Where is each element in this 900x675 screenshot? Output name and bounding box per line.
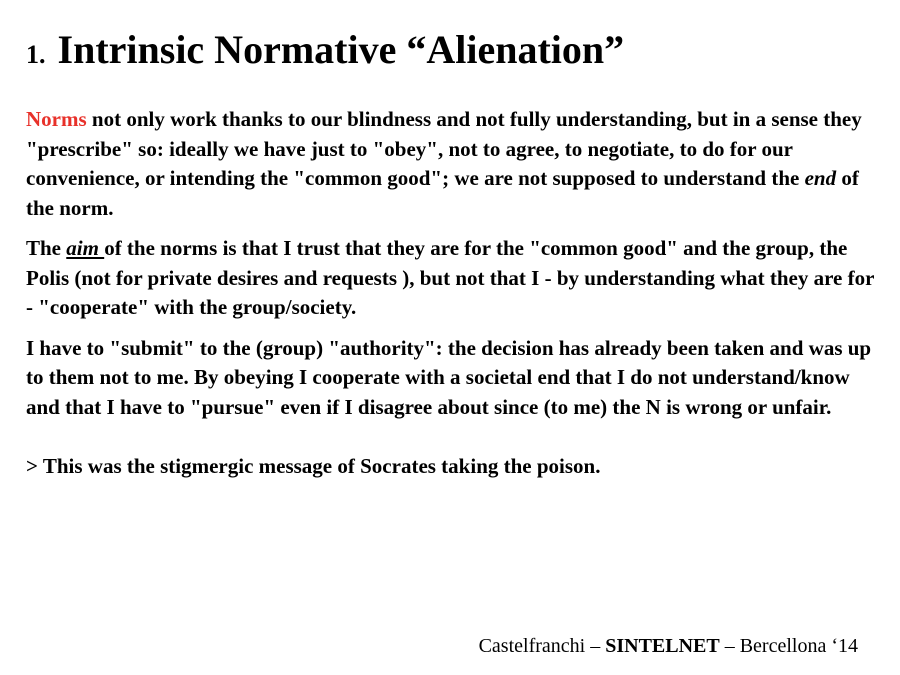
paragraph-norms	[26, 105, 876, 223]
end-emphasis: end	[804, 166, 837, 190]
footer-place: – Bercellona ‘14	[719, 635, 858, 657]
paragraph-norms-text-b: of the norm.	[26, 166, 859, 220]
norms-highlight: Norms	[26, 107, 87, 131]
paragraph-aim-text-a: The	[26, 236, 67, 260]
slide-title	[26, 26, 624, 79]
paragraph-norms-text-a: not only work thanks to our blindness and not fully understanding, but in a sense they "prescribe" so: ideally we have just to "obey", not to agree, to negotiate, to do for our convenience, or intending the "common good"; we are not supposed to understand the	[26, 107, 862, 190]
slide-body	[26, 105, 876, 493]
footer-project: SINTELNET	[605, 635, 720, 657]
title-number: 1.	[26, 40, 46, 69]
paragraph-socrates: > This was the stigmergic message of Socrates taking the poison.	[26, 454, 601, 478]
slide-footer	[479, 633, 858, 659]
footer-author: Castelfranchi –	[478, 635, 606, 657]
paragraph-aim	[26, 234, 876, 323]
paragraph-submit: I have to "submit" to the (group) "authority": the decision has already been taken and was up to them not to me. By obeying I cooperate with a societal end that I do not understand/know and that I have to "pursue" even if I disagree about since (to me) the N is wrong or unfair.	[26, 335, 872, 419]
paragraph-aim-text-b: of the norms is that I trust that they are for the "common good" and the group, the Polis (not for private desires and requests ), but not that I - by understanding what they are for - "cooperate" with the group/society.	[26, 236, 875, 319]
title-text: Intrinsic Normative “Alienation”	[57, 27, 625, 72]
aim-emphasis: aim	[66, 236, 105, 260]
